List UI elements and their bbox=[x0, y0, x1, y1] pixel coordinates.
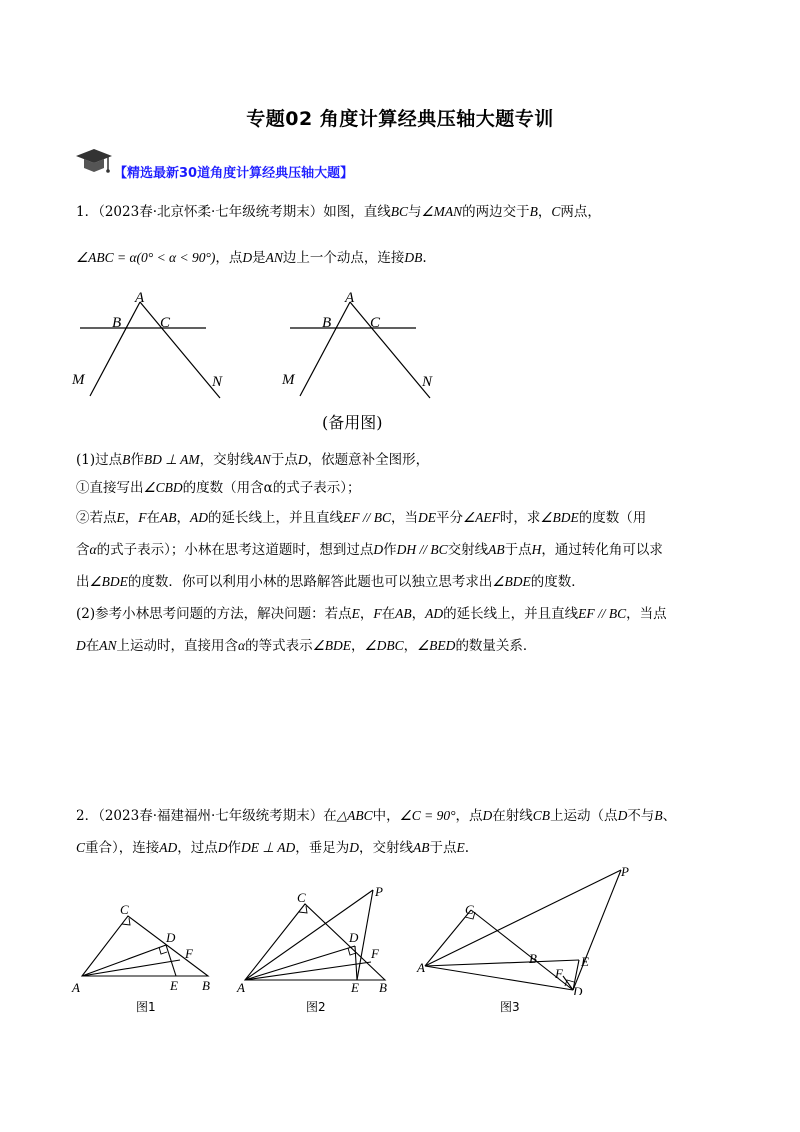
label-B: B bbox=[202, 978, 210, 993]
text: 上运动时，直接用含 bbox=[116, 638, 239, 654]
math: BC bbox=[390, 204, 409, 219]
q2-figure-3 bbox=[415, 860, 635, 995]
text: 作 bbox=[383, 542, 397, 558]
math: D bbox=[217, 840, 228, 855]
text: ， bbox=[403, 638, 418, 654]
math: D bbox=[482, 808, 493, 823]
text: ，点 bbox=[215, 250, 243, 266]
label-C: C bbox=[370, 315, 381, 331]
text: 的两边交于 bbox=[462, 204, 530, 220]
q1-part2 bbox=[76, 604, 667, 624]
text: ，当 bbox=[391, 510, 418, 526]
math: ∠AEF bbox=[463, 510, 500, 525]
figure-2-caption: 图2 bbox=[306, 1000, 326, 1014]
label-F: F bbox=[555, 966, 563, 981]
text: 的度数． bbox=[530, 574, 585, 590]
text: 的延长线上，并且直线 bbox=[443, 606, 579, 622]
q1-part1-sub2-cont2 bbox=[76, 572, 585, 592]
label-C: C bbox=[120, 902, 129, 917]
q2-figure-2 bbox=[235, 880, 395, 1000]
math: AB bbox=[413, 840, 430, 855]
text: . bbox=[464, 840, 470, 856]
text: ， bbox=[350, 638, 365, 654]
q1-part1-sub1 bbox=[76, 478, 360, 498]
label-N: N bbox=[422, 374, 433, 390]
math: DE ⊥ AD bbox=[241, 840, 296, 855]
math: ∠ABC = α(0° < α < 90°) bbox=[76, 250, 216, 265]
text: 2．（2023春·福建福州·七年级统考期末）在 bbox=[76, 808, 337, 824]
math: DE bbox=[418, 510, 436, 525]
text: ，交射线 bbox=[199, 452, 254, 468]
text: 不与 bbox=[627, 808, 655, 824]
text: ，当点 bbox=[626, 606, 667, 622]
text: 时，求 bbox=[499, 510, 541, 526]
label-F: F bbox=[371, 946, 379, 961]
section-banner: 【精选最新30道角度计算经典压轴大题】 bbox=[114, 166, 354, 181]
text: ，交射线 bbox=[359, 840, 414, 856]
q1-part1 bbox=[76, 450, 429, 470]
math: ∠BDE bbox=[492, 574, 531, 589]
text: 在射线 bbox=[492, 808, 533, 824]
graduation-cap-icon bbox=[74, 146, 114, 178]
text: ， bbox=[176, 510, 190, 526]
math: ∠CBD bbox=[143, 480, 183, 495]
math: DH // BC bbox=[396, 542, 448, 557]
text: 交射线 bbox=[447, 542, 489, 558]
label-C: C bbox=[160, 315, 171, 331]
math: AD bbox=[190, 510, 208, 525]
math: D bbox=[349, 840, 360, 855]
math: C bbox=[76, 840, 86, 855]
label-B: B bbox=[529, 951, 537, 966]
math: D bbox=[242, 250, 253, 265]
label-N: N bbox=[212, 374, 223, 390]
label-F: F bbox=[185, 946, 193, 961]
text: 的延长线上，并且直线 bbox=[208, 510, 343, 526]
math: D bbox=[297, 452, 308, 467]
label-D: D bbox=[573, 984, 583, 995]
text: 于点 bbox=[429, 840, 457, 856]
page-title: 专题02 角度计算经典压轴大题专训 bbox=[246, 108, 554, 130]
math: AB bbox=[395, 606, 412, 621]
math: D bbox=[76, 638, 86, 653]
text: 中， bbox=[372, 808, 400, 824]
math: AB bbox=[160, 510, 177, 525]
math: ∠DBC bbox=[364, 638, 404, 653]
text: ②若点 bbox=[76, 510, 117, 526]
text: . bbox=[422, 250, 427, 266]
text: ，过点 bbox=[177, 840, 218, 856]
text: 与 bbox=[408, 204, 422, 220]
text: (2)参考小林思考问题的方法，解决问题：若点 bbox=[76, 606, 352, 622]
math: BD ⊥ AM bbox=[143, 452, 200, 467]
label-E: E bbox=[581, 954, 589, 969]
math: D bbox=[617, 808, 628, 823]
math: CB bbox=[532, 808, 551, 823]
text: 的式子表示）；小林在思考这道题时，想到过点 bbox=[96, 542, 374, 558]
math: E bbox=[116, 510, 125, 525]
label-P: P bbox=[621, 864, 629, 879]
math: F bbox=[138, 510, 147, 525]
label-A: A bbox=[237, 980, 245, 995]
text: 、 bbox=[662, 808, 677, 824]
backup-figure-caption: (备用图) bbox=[322, 413, 383, 432]
text: 的度数（用 bbox=[578, 510, 647, 526]
math: AN bbox=[253, 452, 271, 467]
label-C: C bbox=[297, 890, 306, 905]
q2-figure-1 bbox=[70, 900, 220, 1000]
label-E: E bbox=[351, 980, 359, 995]
label-A: A bbox=[72, 980, 80, 995]
label-A: A bbox=[345, 290, 355, 306]
label-A: A bbox=[417, 960, 425, 975]
label-B: B bbox=[322, 315, 332, 331]
label-P: P bbox=[375, 884, 383, 899]
math: E bbox=[456, 840, 465, 855]
math: ∠C = 90° bbox=[399, 808, 456, 823]
label-A: A bbox=[135, 290, 145, 306]
text: 的等式表示 bbox=[245, 638, 313, 654]
math: E bbox=[351, 606, 360, 621]
text: ， bbox=[124, 510, 139, 526]
q1-part1-sub2 bbox=[76, 508, 646, 528]
text: 重合），连接 bbox=[85, 840, 160, 856]
math: AB bbox=[488, 542, 505, 557]
text: ， bbox=[411, 606, 426, 622]
text: 作 bbox=[130, 452, 144, 468]
text: ，依题意补全图形， bbox=[307, 452, 430, 468]
q1-part2-cont bbox=[76, 636, 536, 656]
text: ， bbox=[537, 204, 552, 220]
text: 1．（2023春·北京怀柔·七年级统考期末）如图，直线 bbox=[76, 204, 391, 220]
text: 于点 bbox=[504, 542, 532, 558]
text: ，点 bbox=[455, 808, 483, 824]
text: 在 bbox=[381, 606, 396, 622]
figure-3-caption: 图3 bbox=[500, 1000, 520, 1014]
q1-part1-sub2-cont bbox=[76, 540, 663, 560]
math: ∠BDE bbox=[312, 638, 351, 653]
label-M: M bbox=[282, 372, 295, 388]
text: ，通过转化角可以求 bbox=[541, 542, 663, 558]
text: ①直接写出 bbox=[76, 480, 144, 496]
text: 平分 bbox=[436, 510, 463, 526]
math: H bbox=[531, 542, 542, 557]
math: ∠MAN bbox=[421, 204, 463, 219]
math: B bbox=[654, 808, 663, 823]
math: C bbox=[551, 204, 561, 219]
label-E: E bbox=[170, 978, 178, 993]
math: D bbox=[373, 542, 384, 557]
text: 上运动（点 bbox=[550, 808, 618, 824]
q1-line-1 bbox=[76, 202, 601, 222]
q2-line-1 bbox=[76, 806, 676, 826]
text: 在 bbox=[146, 510, 160, 526]
math: α bbox=[89, 542, 97, 557]
math: α bbox=[238, 638, 246, 653]
math: AN bbox=[99, 638, 117, 653]
text: 在 bbox=[85, 638, 100, 654]
figure-1-caption: 图1 bbox=[136, 1000, 156, 1014]
text: 作 bbox=[227, 840, 242, 856]
text: 边上一个动点，连接 bbox=[282, 250, 405, 266]
math: DB bbox=[404, 250, 423, 265]
math: B bbox=[122, 452, 131, 467]
label-M: M bbox=[72, 372, 85, 388]
text: ， bbox=[359, 606, 374, 622]
text: 的度数．你可以利用小林的思路解答此题也可以独立思考求出 bbox=[127, 574, 493, 590]
q1-figure-main bbox=[70, 288, 230, 408]
text: 出 bbox=[76, 574, 90, 590]
math: F bbox=[373, 606, 382, 621]
math: ∠BED bbox=[417, 638, 456, 653]
math: EF // BC bbox=[343, 510, 391, 525]
math: ∠BDE bbox=[540, 510, 579, 525]
text: 含 bbox=[76, 542, 90, 558]
text: 的数量关系． bbox=[455, 638, 537, 654]
text: (1)过点 bbox=[76, 452, 123, 468]
text: ，垂足为 bbox=[295, 840, 350, 856]
q2-line-2 bbox=[76, 838, 469, 858]
math: AD bbox=[159, 840, 178, 855]
label-D: D bbox=[349, 930, 359, 945]
q1-line-2 bbox=[76, 248, 427, 268]
math: AN bbox=[265, 250, 283, 265]
label-C: C bbox=[465, 902, 474, 917]
text: 两点， bbox=[560, 204, 601, 220]
text: 的度数（用含α的式子表示）； bbox=[182, 480, 361, 496]
math: B bbox=[529, 204, 538, 219]
math: ∠BDE bbox=[89, 574, 128, 589]
text: 于点 bbox=[270, 452, 298, 468]
label-B: B bbox=[112, 315, 122, 331]
math: AD bbox=[425, 606, 444, 621]
math: EF // BC bbox=[578, 606, 627, 621]
label-D: D bbox=[166, 930, 176, 945]
text: 是 bbox=[252, 250, 266, 266]
q1-figure-backup bbox=[280, 288, 440, 408]
label-B: B bbox=[379, 980, 387, 995]
math: △ABC bbox=[336, 808, 373, 823]
